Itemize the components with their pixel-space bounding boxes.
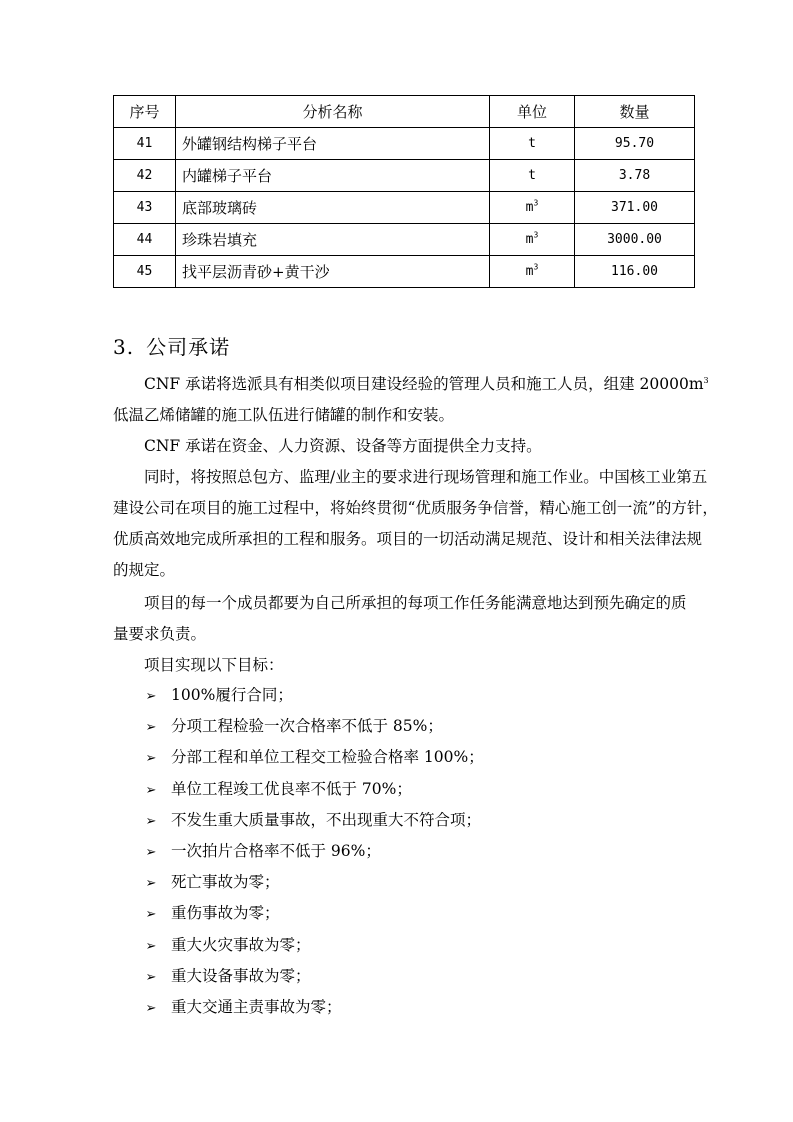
list-item — [113, 867, 719, 898]
arrow-bullet-icon: ➢ — [145, 876, 157, 892]
arrow-bullet-icon: ➢ — [145, 938, 157, 954]
table-row — [114, 192, 695, 224]
section-heading — [113, 331, 230, 360]
goal-text: 单位工程竣工优良率不低于 70%； — [171, 779, 412, 798]
arrow-bullet-icon: ➢ — [145, 782, 157, 798]
cell-seq: 43 — [114, 192, 176, 224]
goal-text: 重大设备事故为零； — [171, 966, 311, 985]
goal-text: 100%履行合同； — [171, 686, 293, 704]
list-item — [113, 898, 719, 929]
section-number: 3. — [113, 335, 135, 359]
list-item — [113, 680, 719, 711]
list-item — [113, 742, 719, 773]
table-row — [114, 160, 695, 192]
arrow-bullet-icon: ➢ — [145, 720, 157, 736]
table-row — [114, 128, 695, 160]
section-title: 公司承诺 — [146, 335, 231, 359]
arrow-bullet-icon: ➢ — [145, 689, 157, 704]
goal-text: 重大火灾事故为零； — [171, 935, 311, 954]
list-item — [113, 992, 719, 1023]
header-qty: 数量 — [575, 96, 695, 128]
cell-seq: 42 — [114, 160, 176, 192]
header-unit: 单位 — [490, 96, 575, 128]
unit-superscript: 3 — [533, 262, 539, 272]
paragraph-line: 量要求负责。 — [113, 625, 207, 643]
paragraph-line: 优质高效地完成所承担的工程和服务。项目的一切活动满足规范、设计和相关法律法规 — [113, 530, 703, 548]
goal-text: 重大交通主责事故为零； — [171, 997, 342, 1016]
cell-qty: 3.78 — [575, 160, 695, 192]
goal-text: 不发生重大质量事故，不出现重大不符合项； — [171, 810, 482, 829]
cell-unit — [490, 224, 575, 256]
cell-seq: 45 — [114, 256, 176, 288]
cell-qty: 95.70 — [575, 128, 695, 160]
goal-text: 分项工程检验一次合格率不低于 85%； — [171, 717, 443, 736]
list-item — [113, 711, 719, 742]
paragraph-line: 项目的每一个成员都要为自己所承担的每项工作任务能满意地达到预先确定的质 — [144, 594, 687, 612]
list-item — [113, 961, 719, 992]
goal-text: 重伤事故为零； — [171, 904, 280, 923]
cell-unit — [490, 192, 575, 224]
list-item — [113, 836, 719, 867]
goal-text: 分部工程和单位工程交工检验合格率 100%； — [171, 748, 484, 767]
paragraph-support — [113, 431, 719, 462]
cell-name: 外罐钢结构梯子平台 — [176, 128, 490, 160]
cell-seq: 41 — [114, 128, 176, 160]
header-name: 分析名称 — [176, 96, 490, 128]
cell-unit — [490, 256, 575, 288]
paragraph-line: 低温乙烯储罐的施工队伍进行储罐的制作和安装。 — [113, 406, 455, 424]
cell-name: 珍珠岩填充 — [176, 224, 490, 256]
cell-unit — [490, 128, 575, 160]
arrow-bullet-icon: ➢ — [145, 844, 157, 860]
list-item — [113, 930, 719, 961]
cell-qty: 3000.00 — [575, 224, 695, 256]
goal-text: 一次拍片合格率不低于 96%； — [171, 841, 381, 860]
cell-qty: 116.00 — [575, 256, 695, 288]
paragraph-line: 建设公司在项目的施工过程中，将始终贯彻“优质服务争信誉，精心施工创一流”的方针， — [113, 499, 718, 517]
cell-qty: 371.00 — [575, 192, 695, 224]
arrow-bullet-icon: ➢ — [145, 751, 157, 767]
table-header-row — [114, 96, 695, 128]
unit-text: t — [528, 136, 536, 151]
paragraph-line: 的规定。 — [113, 561, 176, 579]
list-item — [113, 805, 719, 836]
unit-text: m — [525, 264, 534, 279]
paragraph-text: CNF 承诺将选派具有相类似项目建设经验的管理人员和施工人员，组建 20000m — [144, 375, 704, 393]
cell-seq: 44 — [114, 224, 176, 256]
unit-text: m — [525, 232, 534, 247]
unit-superscript: 3 — [533, 230, 539, 240]
unit-text: m — [525, 200, 534, 215]
cell-name: 内罐梯子平台 — [176, 160, 490, 192]
cell-unit — [490, 160, 575, 192]
paragraph-line: 项目实现以下目标： — [144, 656, 284, 674]
arrow-bullet-icon: ➢ — [145, 969, 157, 985]
paragraph-management — [113, 462, 719, 586]
unit-text: t — [528, 168, 536, 183]
arrow-bullet-icon: ➢ — [145, 813, 157, 829]
goal-text: 死亡事故为零； — [171, 873, 280, 892]
cell-name: 底部玻璃砖 — [176, 192, 490, 224]
header-seq: 序号 — [114, 96, 176, 128]
goals-list — [113, 680, 719, 1023]
paragraph-quality — [113, 588, 719, 650]
paragraph-goals-intro — [113, 650, 719, 681]
cell-name: 找平层沥青砂+黄干沙 — [176, 256, 490, 288]
table-row — [114, 256, 695, 288]
paragraph-line: 同时，将按照总包方、监理/业主的要求进行现场管理和施工作业。中国核工业第五 — [144, 468, 708, 486]
paragraph-line — [113, 369, 719, 400]
table-row — [114, 224, 695, 256]
quantity-table — [113, 95, 695, 288]
paragraph-line: CNF 承诺在资金、人力资源、设备等方面提供全力支持。 — [144, 437, 542, 455]
paragraph-commitment — [113, 369, 719, 431]
volume-superscript: 3 — [703, 375, 709, 385]
list-item — [113, 774, 719, 805]
arrow-bullet-icon: ➢ — [145, 1000, 157, 1016]
arrow-bullet-icon: ➢ — [145, 907, 157, 923]
unit-superscript: 3 — [533, 198, 539, 208]
